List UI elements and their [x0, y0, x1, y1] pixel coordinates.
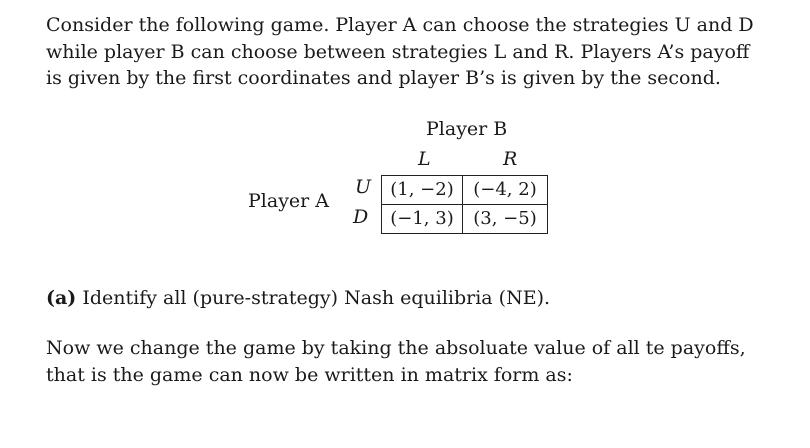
- row-strategy-D: D: [353, 206, 369, 228]
- column-strategy-L: L: [418, 148, 431, 170]
- payoff-cell-D-L: (−1, 3): [382, 205, 463, 234]
- payoff-cell-D-R: (3, −5): [463, 205, 548, 234]
- payoff-cell-U-R: (−4, 2): [463, 176, 548, 205]
- question-a: [46, 285, 766, 312]
- intro-paragraph: Consider the following game. Player A can choose the strategies U and D while player B can choose between strategies L and R. Players A’s payoff is given by the first coordinates and player B’s is given by the second.: [46, 14, 754, 89]
- question-a-text: Identify all (pure-strategy) Nash equilibria (NE).: [82, 287, 551, 309]
- column-strategy-R: R: [503, 148, 518, 170]
- column-player-label: Player B: [426, 118, 508, 140]
- row-strategy-U: U: [355, 176, 372, 198]
- followup-paragraph: Now we change the game by taking the absoluate value of all te payoffs, that is the game can now be written in matrix form as:: [46, 337, 746, 386]
- matrix-row-U: [382, 176, 548, 205]
- row-player-label: Player A: [248, 190, 330, 212]
- payoff-matrix: [381, 175, 548, 234]
- matrix-row-D: [382, 205, 548, 234]
- question-a-label: (a): [46, 287, 77, 309]
- payoff-cell-U-L: (1, −2): [382, 176, 463, 205]
